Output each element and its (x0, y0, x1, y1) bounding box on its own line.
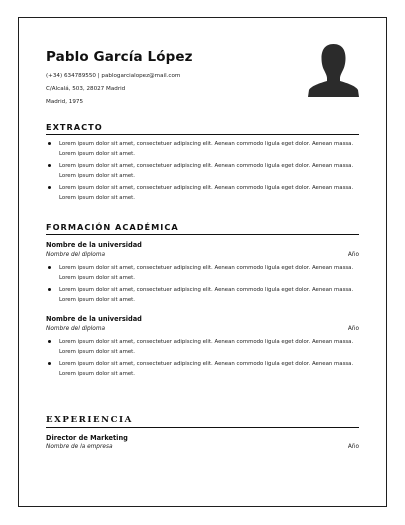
contact-birth: Madrid, 1975 (46, 99, 84, 105)
education-bullet-list (46, 263, 359, 305)
contact-address: C/Alcalá, 503, 28027 Madrid (46, 86, 126, 92)
bullet-icon (48, 164, 51, 167)
company-row (46, 443, 359, 454)
company-name: Nombre de la empresa (46, 444, 113, 450)
candidate-name: Pablo García López (46, 49, 193, 65)
education-entry (46, 241, 359, 305)
section-title-extracto: EXTRACTO (46, 122, 359, 135)
education-bullet-list (46, 337, 359, 379)
section-experiencia (46, 415, 359, 454)
university-name: Nombre de la universidad (46, 315, 142, 323)
section-title-formacion: FORMACIÓN ACADÉMICA (46, 222, 359, 235)
bullet-icon (48, 288, 51, 291)
bullet-icon (48, 142, 51, 145)
list-item: Lorem ipsum dolor sit amet, consectetuer adipiscing elit. Aenean commodo ligula eget dolor. Aenean massa. Lorem ipsum dolor sit amet. (46, 263, 359, 283)
diploma-row (46, 325, 359, 336)
person-silhouette-icon (308, 41, 359, 97)
list-item: Lorem ipsum dolor sit amet, consectetuer adipiscing elit. Aenean commodo ligula eget dolor. Aenean massa. Lorem ipsum dolor sit amet. (46, 359, 359, 379)
bullet-icon (48, 186, 51, 189)
job-year: Año (347, 444, 359, 450)
list-item: Lorem ipsum dolor sit amet, consectetuer adipiscing elit. Aenean commodo ligula eget dolor. Aenean massa. Lorem ipsum dolor sit amet. (46, 139, 359, 159)
extracto-bullet-list (46, 139, 359, 203)
job-title: Director de Marketing (46, 434, 128, 442)
diploma-name: Nombre del diploma (46, 326, 106, 332)
diploma-row (46, 251, 359, 262)
cv-page (18, 17, 387, 507)
bullet-icon (48, 340, 51, 343)
list-item: Lorem ipsum dolor sit amet, consectetuer adipiscing elit. Aenean commodo ligula eget dolor. Aenean massa. Lorem ipsum dolor sit amet. (46, 183, 359, 203)
contact-phone-email: (+34) 634789550 | pablogarcialopez@mail.com (46, 73, 181, 79)
list-item: Lorem ipsum dolor sit amet, consectetuer adipiscing elit. Aenean commodo ligula eget dolor. Aenean massa. Lorem ipsum dolor sit amet. (46, 161, 359, 181)
diploma-name: Nombre del diploma (46, 252, 106, 258)
bullet-icon (48, 362, 51, 365)
section-formacion (46, 222, 359, 381)
section-extracto (46, 122, 359, 205)
section-title-experiencia: EXPERIENCIA (46, 415, 359, 428)
university-name: Nombre de la universidad (46, 241, 142, 249)
list-item: Lorem ipsum dolor sit amet, consectetuer adipiscing elit. Aenean commodo ligula eget dolor. Aenean massa. Lorem ipsum dolor sit amet. (46, 285, 359, 305)
bullet-icon (48, 266, 51, 269)
diploma-year: Año (347, 326, 359, 332)
diploma-year: Año (347, 252, 359, 258)
experience-entry (46, 434, 359, 454)
list-item: Lorem ipsum dolor sit amet, consectetuer adipiscing elit. Aenean commodo ligula eget dolor. Aenean massa. Lorem ipsum dolor sit amet. (46, 337, 359, 357)
education-entry (46, 315, 359, 379)
